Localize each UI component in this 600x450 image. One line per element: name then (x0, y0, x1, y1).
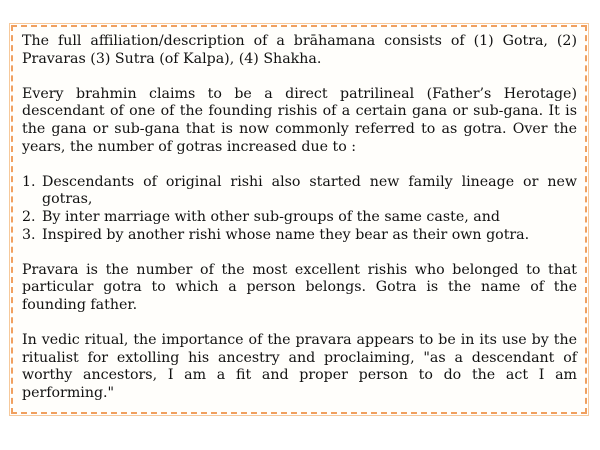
text-box (11, 25, 587, 414)
list-text: Inspired by another rishi whose name they bear as their own gotra. (42, 226, 530, 243)
ritual-paragraph: In vedic ritual, the importance of the pravara appears to be in its use by the ritualist for extolling his ancestry and proclaiming, "as a descendant of worthy ancestors, I am a fit and proper person to do the act I am performing." (22, 332, 577, 401)
intro-paragraph: The full affiliation/description of a brāhamana consists of (1) Gotra, (2) Pravaras (3) Sutra (of Kalpa), (4) Shakha. (22, 33, 577, 67)
list-text: Descendants of original rishi also started new family lineage or new gotras, (42, 173, 577, 208)
list-text: By inter marriage with other sub-groups of the same caste, and (42, 208, 500, 225)
gotra-paragraph: Every brahmin claims to be a direct patrilineal (Father’s Herotage) descendant of one of the founding rishis of a certain gana or sub-gana. It is the gana or sub-gana that is now commonly referred to as gotra. Over the years, the number of gotras increased due to : (22, 85, 577, 155)
reasons-list (22, 174, 577, 244)
list-number: 2. (22, 208, 36, 225)
list-number: 1. (22, 173, 36, 190)
list-item (22, 227, 577, 245)
list-item (22, 174, 577, 209)
pravara-paragraph: Pravara is the number of the most excellent rishis who belonged to that particular gotra to which a person belongs. Gotra is the name of the founding father. (22, 261, 577, 313)
list-item (22, 209, 577, 227)
list-number: 3. (22, 226, 36, 243)
